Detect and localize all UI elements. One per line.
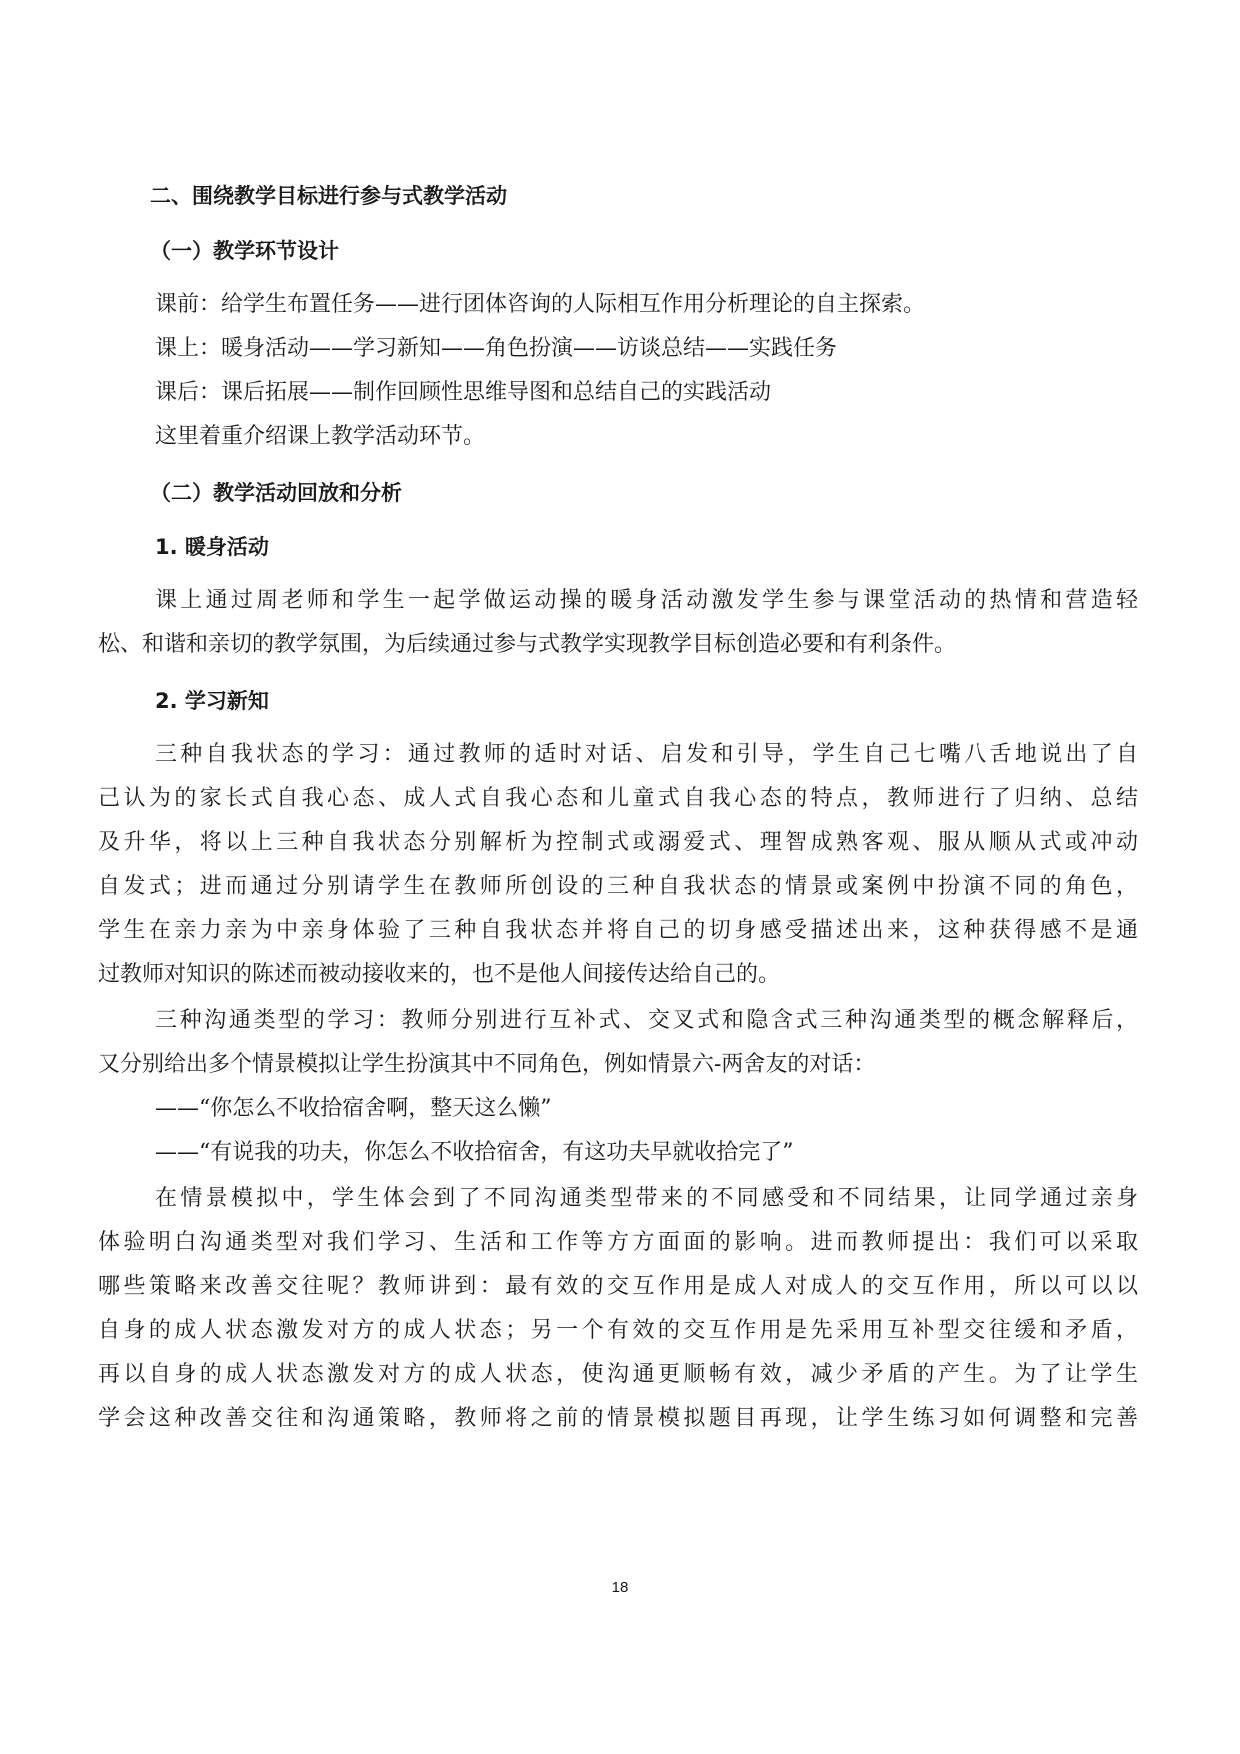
paragraph-line: 学会这种改善交往和沟通策略，教师将之前的情景模拟题目再现，让学生练习如何调整和完善: [98, 1406, 1138, 1431]
paragraph-line: 三种自我状态的学习：通过教师的适时对话、启发和引导，学生自己七嘴八舌地说出了自: [155, 742, 1138, 767]
section-heading: 二、围绕教学目标进行参与式教学活动: [150, 184, 507, 208]
subsection-title-teaching-design: （一）教学环节设计: [150, 239, 339, 263]
item-title-new-knowledge: 2. 学习新知: [155, 689, 269, 713]
paragraph-line: 及升华，将以上三种自我状态分别解析为控制式或溺爱式、理智成熟客观、服从顺从式或冲动: [98, 830, 1138, 855]
paragraph-line: 又分别给出多个情景模拟让学生扮演其中不同角色，例如情景六-两舍友的对话：: [98, 1052, 876, 1077]
subsection-title-activity-review: （二）教学活动回放和分析: [150, 481, 402, 505]
paragraph-line: 再以自身的成人状态激发对方的成人状态，使沟通更顺畅有效，减少矛盾的产生。为了让学生: [98, 1362, 1138, 1387]
paragraph-line: 课前：给学生布置任务——进行团体咨询的人际相互作用分析理论的自主探索。: [155, 292, 926, 317]
paragraph-line: 自发式；进而通过分别请学生在教师所创设的三种自我状态的情景或案例中扮演不同的角色，: [98, 874, 1138, 899]
paragraph-line: 哪些策略来改善交往呢？教师讲到：最有效的交互作用是成人对成人的交互作用，所以可以以: [98, 1274, 1138, 1299]
paragraph-line: 己认为的家长式自我心态、成人式自我心态和儿童式自我心态的特点，教师进行了归纳、总结: [98, 786, 1138, 811]
dialogue-line: ——“你怎么不收拾宿舍啊，整天这么懒”: [155, 1096, 552, 1121]
paragraph-line: 这里着重介绍课上教学活动环节。: [155, 424, 486, 449]
paragraph-line: 体验明白沟通类型对我们学习、生活和工作等方方面面的影响。进而教师提出：我们可以采取: [98, 1230, 1138, 1255]
paragraph-line: 课上通过周老师和学生一起学做运动操的暖身活动激发学生参与课堂活动的热情和营造轻: [155, 588, 1138, 613]
paragraph-line: 三种沟通类型的学习：教师分别进行互补式、交叉式和隐含式三种沟通类型的概念解释后，: [155, 1008, 1138, 1033]
paragraph-line: 课后：课后拓展——制作回顾性思维导图和总结自己的实践活动: [155, 380, 772, 405]
dialogue-line: ——“有说我的功夫，你怎么不收拾宿舍，有这功夫早就收拾完了”: [155, 1140, 794, 1165]
item-title-warmup: 1. 暖身活动: [155, 535, 269, 559]
paragraph-line: 在情景模拟中，学生体会到了不同沟通类型带来的不同感受和不同结果，让同学通过亲身: [155, 1186, 1138, 1211]
paragraph-line: 松、和谐和亲切的教学氛围，为后续通过参与式教学实现教学目标创造必要和有利条件。: [98, 632, 957, 657]
page-number: 18: [611, 1579, 629, 1596]
paragraph-line: 自身的成人状态激发对方的成人状态；另一个有效的交互作用是先采用互补型交往缓和矛盾，: [98, 1318, 1138, 1343]
paragraph-line: 学生在亲力亲为中亲身体验了三种自我状态并将自己的切身感受描述出来，这种获得感不是通: [98, 918, 1138, 943]
paragraph-line: 过教师对知识的陈述而被动接收来的，也不是他人间接传达给自己的。: [98, 962, 781, 987]
paragraph-line: 课上：暖身活动——学习新知——角色扮演——访谈总结——实践任务: [155, 336, 838, 361]
